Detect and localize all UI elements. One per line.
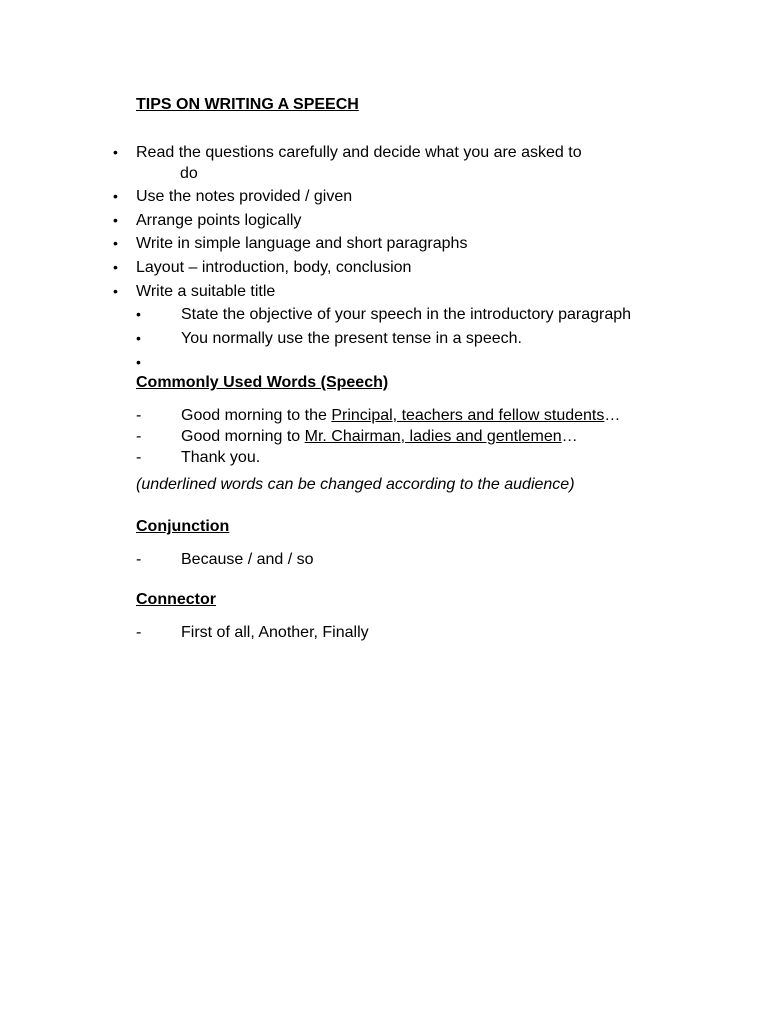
dash-marker: - xyxy=(136,449,142,466)
list-item xyxy=(0,257,768,281)
bullet-icon: • xyxy=(113,211,118,228)
list-item xyxy=(0,426,768,447)
dash-marker: - xyxy=(136,624,142,641)
line-prefix: Thank you. xyxy=(181,449,261,466)
list-item-text: Layout – introduction, body, conclusion xyxy=(136,259,412,277)
commonly-used-heading: Commonly Used Words (Speech) xyxy=(136,374,389,391)
list-item-text: Use the notes provided / given xyxy=(136,188,353,205)
bullet-icon: • xyxy=(113,188,118,204)
underlined-audience: Mr. Chairman, ladies and gentlemen xyxy=(304,428,562,445)
list-item xyxy=(0,622,768,643)
document-title: TIPS ON WRITING A SPEECH xyxy=(136,96,359,113)
list-item-continuation: do xyxy=(180,165,198,182)
bullet-icon: • xyxy=(113,144,118,160)
dash-marker: - xyxy=(136,551,142,568)
list-item xyxy=(0,142,768,186)
sub-tips-list xyxy=(0,304,768,376)
bullet-icon: • xyxy=(136,306,141,322)
bullet-icon: • xyxy=(113,282,118,299)
list-item xyxy=(0,447,768,468)
underlined-audience: Principal, teachers and fellow students xyxy=(331,407,605,424)
line-prefix: Good morning to the xyxy=(181,407,332,424)
bullet-icon: • xyxy=(113,235,118,252)
connector-heading: Connector xyxy=(136,591,216,608)
list-item xyxy=(0,352,768,376)
line-suffix: … xyxy=(604,407,621,424)
bullet-icon: • xyxy=(113,259,118,276)
bullet-icon: • xyxy=(136,354,141,370)
commonly-used-list xyxy=(0,405,768,468)
list-item xyxy=(0,210,768,234)
connector-list xyxy=(0,622,768,643)
audience-note: (underlined words can be changed according to the audience) xyxy=(136,476,575,493)
list-item xyxy=(0,186,768,210)
dash-marker: - xyxy=(136,428,142,445)
list-item-text: Write a suitable title xyxy=(136,282,276,300)
list-item-text: Write in simple language and short paragraphs xyxy=(136,235,468,253)
list-item-text: State the objective of your speech in the introductory paragraph xyxy=(181,306,632,323)
list-item xyxy=(0,549,768,570)
line-prefix: Good morning to xyxy=(181,428,305,445)
list-item-text: Arrange points logically xyxy=(136,211,302,229)
conjunction-heading: Conjunction xyxy=(136,518,230,535)
list-item xyxy=(0,281,768,305)
list-item-text: First of all, Another, Finally xyxy=(181,624,369,641)
list-item xyxy=(0,233,768,257)
bullet-icon: • xyxy=(136,330,141,346)
tips-list xyxy=(0,142,768,304)
dash-marker: - xyxy=(136,407,142,424)
list-item xyxy=(0,405,768,426)
list-item xyxy=(0,328,768,352)
list-item-text: Because / and / so xyxy=(181,551,314,568)
line-suffix: … xyxy=(561,428,578,445)
conjunction-list xyxy=(0,549,768,570)
list-item-text: Read the questions carefully and decide what you are asked to xyxy=(136,144,582,161)
list-item-text: You normally use the present tense in a speech. xyxy=(181,330,522,347)
list-item xyxy=(0,304,768,328)
